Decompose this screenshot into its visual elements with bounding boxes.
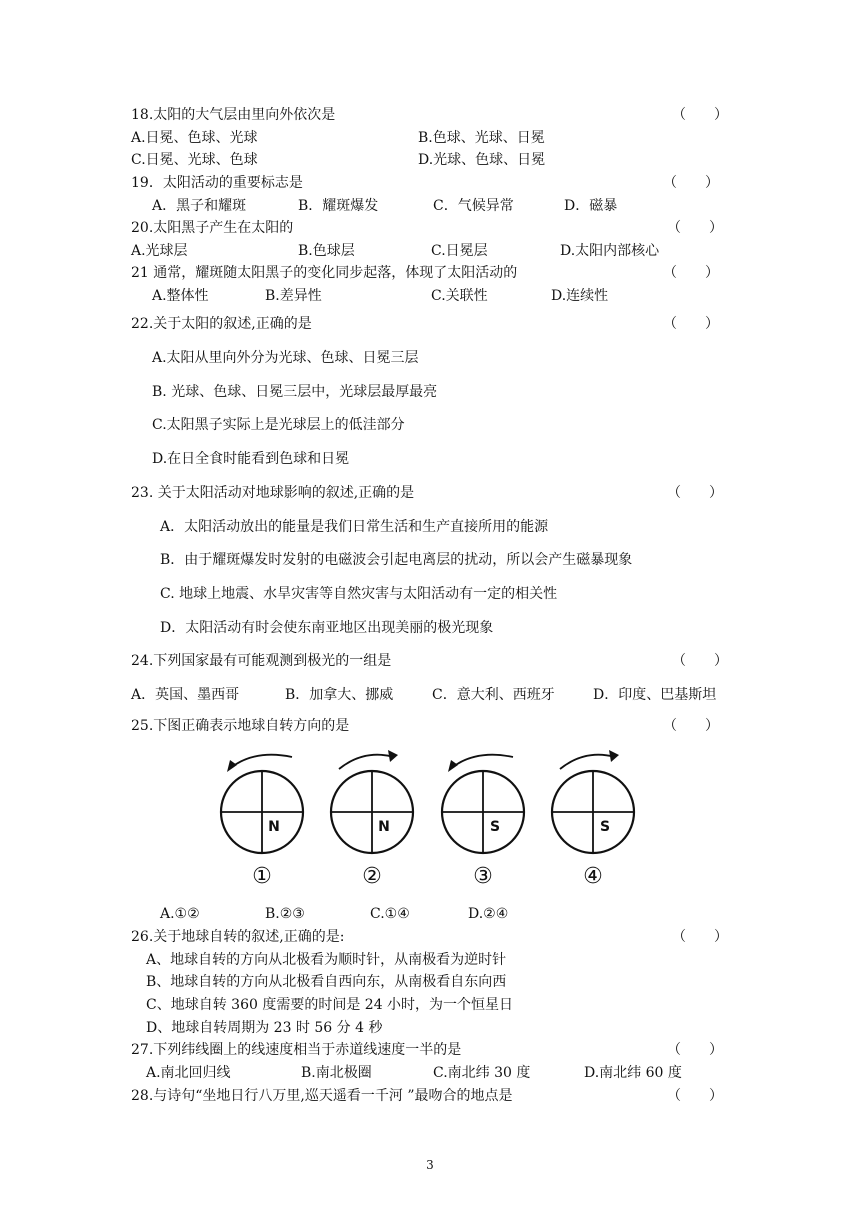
q22-option-a: A.太阳从里向外分为光球、色球、日冕三层 <box>152 350 419 366</box>
q18-option-b: B.色球、光球、日冕 <box>418 130 545 146</box>
q20-option-d: D.太阳内部核心 <box>560 243 660 259</box>
arrow-head-icon <box>227 760 237 772</box>
arrow-head-icon <box>609 750 619 762</box>
q19-stem: 19．太阳活动的重要标志是 <box>131 175 303 191</box>
q18-bracket: （ ） <box>672 107 728 123</box>
q27-option-c: C.南北纬 30 度 <box>433 1065 531 1081</box>
q23-stem: 23. 关于太阳活动对地球影响的叙述,正确的是 <box>131 485 415 501</box>
arrow-head-icon <box>448 760 458 772</box>
q27-bracket: （ ） <box>667 1042 723 1058</box>
q25-option-b: B.②③ <box>265 906 305 922</box>
q23-option-d: D．太阳活动有时会使东南亚地区出现美丽的极光现象 <box>160 620 494 636</box>
q25-option-a: A.①② <box>160 906 200 922</box>
q27-stem: 27.下列纬线圈上的线速度相当于赤道线速度一半的是 <box>131 1042 462 1058</box>
globe-number: ② <box>362 864 382 889</box>
pole-label: N <box>378 819 390 835</box>
globe-number: ① <box>252 864 272 889</box>
q24-stem: 24.下列国家最有可能观测到极光的一组是 <box>131 653 392 669</box>
rotation-arrow-icon <box>229 755 292 769</box>
q26-option-b: B、地球自转的方向从北极看自西向东，从南极看自东向西 <box>146 974 507 990</box>
q26-stem: 26.关于地球自转的叙述,正确的是: <box>131 929 345 945</box>
q18-stem: 18.太阳的大气层由里向外依次是 <box>131 107 336 123</box>
q27-option-a: A.南北回归线 <box>146 1065 231 1081</box>
q26-bracket: （ ） <box>672 929 728 945</box>
q19-bracket: （ ） <box>663 175 719 191</box>
page-number: 3 <box>426 1158 434 1172</box>
q22-option-c: C.太阳黑子实际上是光球层上的低洼部分 <box>152 417 405 433</box>
earth-rotation-figure <box>200 745 670 895</box>
q19-option-a: A．黑子和耀斑 <box>152 198 247 214</box>
q24-option-b: B．加拿大、挪威 <box>285 687 394 703</box>
q28-bracket: （ ） <box>667 1088 723 1104</box>
rotation-arrow-icon <box>450 755 513 769</box>
q23-bracket: （ ） <box>667 485 723 501</box>
q22-bracket: （ ） <box>663 316 719 332</box>
q20-option-a: A.光球层 <box>131 243 188 259</box>
q27-option-b: B.南北极圈 <box>301 1065 372 1081</box>
q24-option-c: C．意大利、西班牙 <box>432 687 555 703</box>
globe-3 <box>442 755 524 889</box>
q23-option-b: B．由于耀斑爆发时发射的电磁波会引起电离层的扰动，所以会产生磁暴现象 <box>160 552 633 568</box>
arrow-head-icon <box>388 750 398 762</box>
q25-option-d: D.②④ <box>468 906 509 922</box>
q22-stem: 22.关于太阳的叙述,正确的是 <box>131 316 312 332</box>
q26-option-a: A、地球自转的方向从北极看为顺时针，从南极看为逆时针 <box>146 952 507 968</box>
q27-option-d: D.南北纬 60 度 <box>584 1065 682 1081</box>
pole-label: N <box>268 819 280 835</box>
globe-number: ④ <box>583 864 603 889</box>
q18-option-d: D.光球、色球、日冕 <box>418 152 546 168</box>
q19-option-d: D．磁暴 <box>564 198 618 214</box>
q23-option-a: A．太阳活动放出的能量是我们日常生活和生产直接所用的能源 <box>160 519 549 535</box>
q20-option-b: B.色球层 <box>298 243 355 259</box>
q26-option-c: C、地球自转 360 度需要的时间是 24 小时，为一个恒星日 <box>146 997 514 1013</box>
q26-option-d: D、地球自转周期为 23 时 56 分 4 秒 <box>146 1020 383 1036</box>
q25-bracket: （ ） <box>663 718 719 734</box>
q20-stem: 20.太阳黑子产生在太阳的 <box>131 220 294 236</box>
q22-option-b: B. 光球、色球、日冕三层中，光球层最厚最亮 <box>152 384 438 400</box>
q21-option-b: B.差异性 <box>265 288 322 304</box>
q21-option-a: A.整体性 <box>152 288 209 304</box>
globe-1 <box>221 755 303 889</box>
q21-stem: 21 通常，耀斑随太阳黑子的变化同步起落，体现了太阳活动的 <box>131 265 518 281</box>
globe-4 <box>552 750 634 889</box>
q24-option-d: D．印度、巴基斯坦 <box>593 687 717 703</box>
q19-option-b: B．耀斑爆发 <box>298 198 379 214</box>
q23-option-c: C. 地球上地震、水旱灾害等自然灾害与太阳活动有一定的相关性 <box>160 586 558 602</box>
q20-option-c: C.日冕层 <box>431 243 488 259</box>
q21-option-c: C.关联性 <box>431 288 488 304</box>
q28-stem: 28.与诗句“坐地日行八万里,巡天遥看一千河 ”最吻合的地点是 <box>131 1088 513 1104</box>
globe-2 <box>331 750 413 889</box>
pole-label: S <box>599 819 611 835</box>
pole-label: S <box>489 819 501 835</box>
q21-bracket: （ ） <box>663 265 719 281</box>
q24-option-a: A．英国、墨西哥 <box>131 687 240 703</box>
q20-bracket: （ ） <box>667 220 723 236</box>
q25-option-c: C.①④ <box>370 906 410 922</box>
q21-option-d: D.连续性 <box>551 288 609 304</box>
q22-option-d: D.在日全食时能看到色球和日冕 <box>152 451 350 467</box>
q24-bracket: （ ） <box>672 653 728 669</box>
rotation-arrow-icon <box>560 755 615 769</box>
q19-option-c: C．气候异常 <box>433 198 514 214</box>
q18-option-a: A.日冕、色球、光球 <box>131 130 258 146</box>
q25-stem: 25.下图正确表示地球自转方向的是 <box>131 718 350 734</box>
q18-option-c: C.日冕、光球、色球 <box>131 152 258 168</box>
rotation-arrow-icon <box>339 755 394 769</box>
globe-number: ③ <box>473 864 493 889</box>
